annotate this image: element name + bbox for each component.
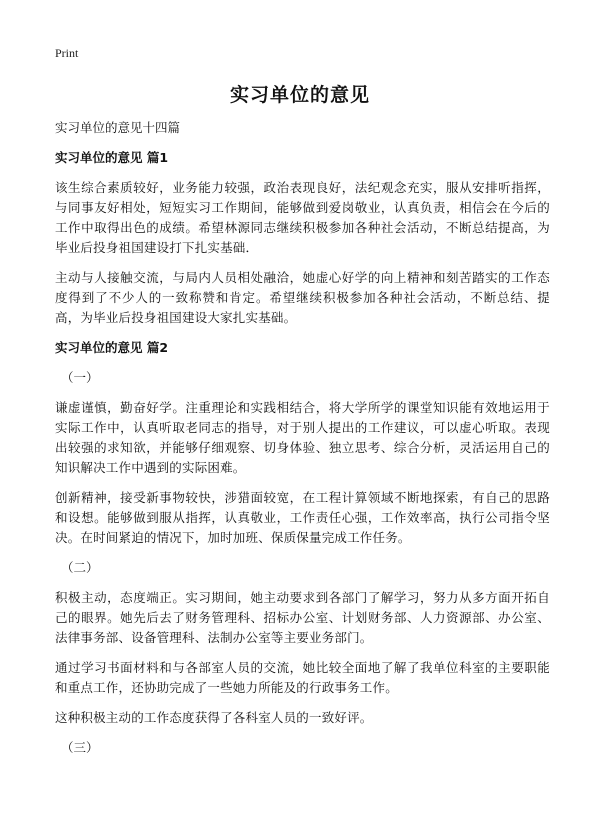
section-2-paragraph-3: 积极主动，态度端正。实习期间，她主动要求到各部门了解学习，努力从多方面开拓自己的眼界。她先后去了财务管理科、招标办公室、计划财务部、人力资源部、办公室、法律事务部、设备管理科、法制办公室等主要业务部门。 xyxy=(55,590,550,645)
section-1-paragraph-1: 该生综合素质较好，业务能力较强，政治表现良好，法纪观念充实，服从安排听指挥，与同事友好相处，短短实习工作期间，能够做到爱岗敬业，认真负责，相信会在今后的工作中取得出色的成绩。希望林源同志继续积极参加各种社会活动，不断总结提高，为毕业后投身祖国建设打下扎实基础． xyxy=(55,180,550,255)
section-1-paragraph-2: 主动与人接触交流，与局内人员相处融洽，她虚心好学的向上精神和刻苦踏实的工作态度得到了不少人的一致称赞和肯定。希望继续积极参加各种社会活动，不断总结、提高，为毕业后投身祖国建设大家扎实基础。 xyxy=(55,270,550,325)
section-heading-2: 实习单位的意见 篇2 xyxy=(55,340,169,355)
section-2-marker-2: （二） xyxy=(61,560,99,575)
section-2-paragraph-1: 谦虚谨慎，勤奋好学。注重理论和实践相结合，将大学所学的课堂知识能有效地运用于实际工作中，认真听取老同志的指导，对于别人提出的工作建议，可以虚心听取。表现出较强的求知欲，并能够仔细观察、切身体验、独立思考、综合分析，灵活运用自己的知识解决工作中遇到的实际困难。 xyxy=(55,400,550,475)
page-title: 实习单位的意见 xyxy=(229,84,370,106)
section-2-marker-3: （三） xyxy=(61,740,99,755)
document-body xyxy=(55,118,550,768)
section-heading-1: 实习单位的意见 篇1 xyxy=(55,150,169,165)
section-2-paragraph-4: 通过学习书面材料和与各部室人员的交流，她比较全面地了解了我单位科室的主要职能和重点工作，还协助完成了一些她力所能及的行政事务工作。 xyxy=(55,660,550,695)
document-subtitle: 实习单位的意见十四篇 xyxy=(55,120,181,135)
print-link[interactable]: Print xyxy=(55,46,79,60)
section-2-marker-1: （一） xyxy=(61,370,99,385)
section-2-paragraph-5: 这种积极主动的工作态度获得了各科室人员的一致好评。 xyxy=(55,710,373,725)
section-2-paragraph-2: 创新精神，接受新事物较快，涉猎面较宽，在工程计算领域不断地探索，有自己的思路和设想。能够做到服从指挥，认真敬业，工作责任心强，工作效率高，执行公司指令坚决。在时间紧迫的情况下，加时加班、保质保量完成工作任务。 xyxy=(55,490,550,545)
